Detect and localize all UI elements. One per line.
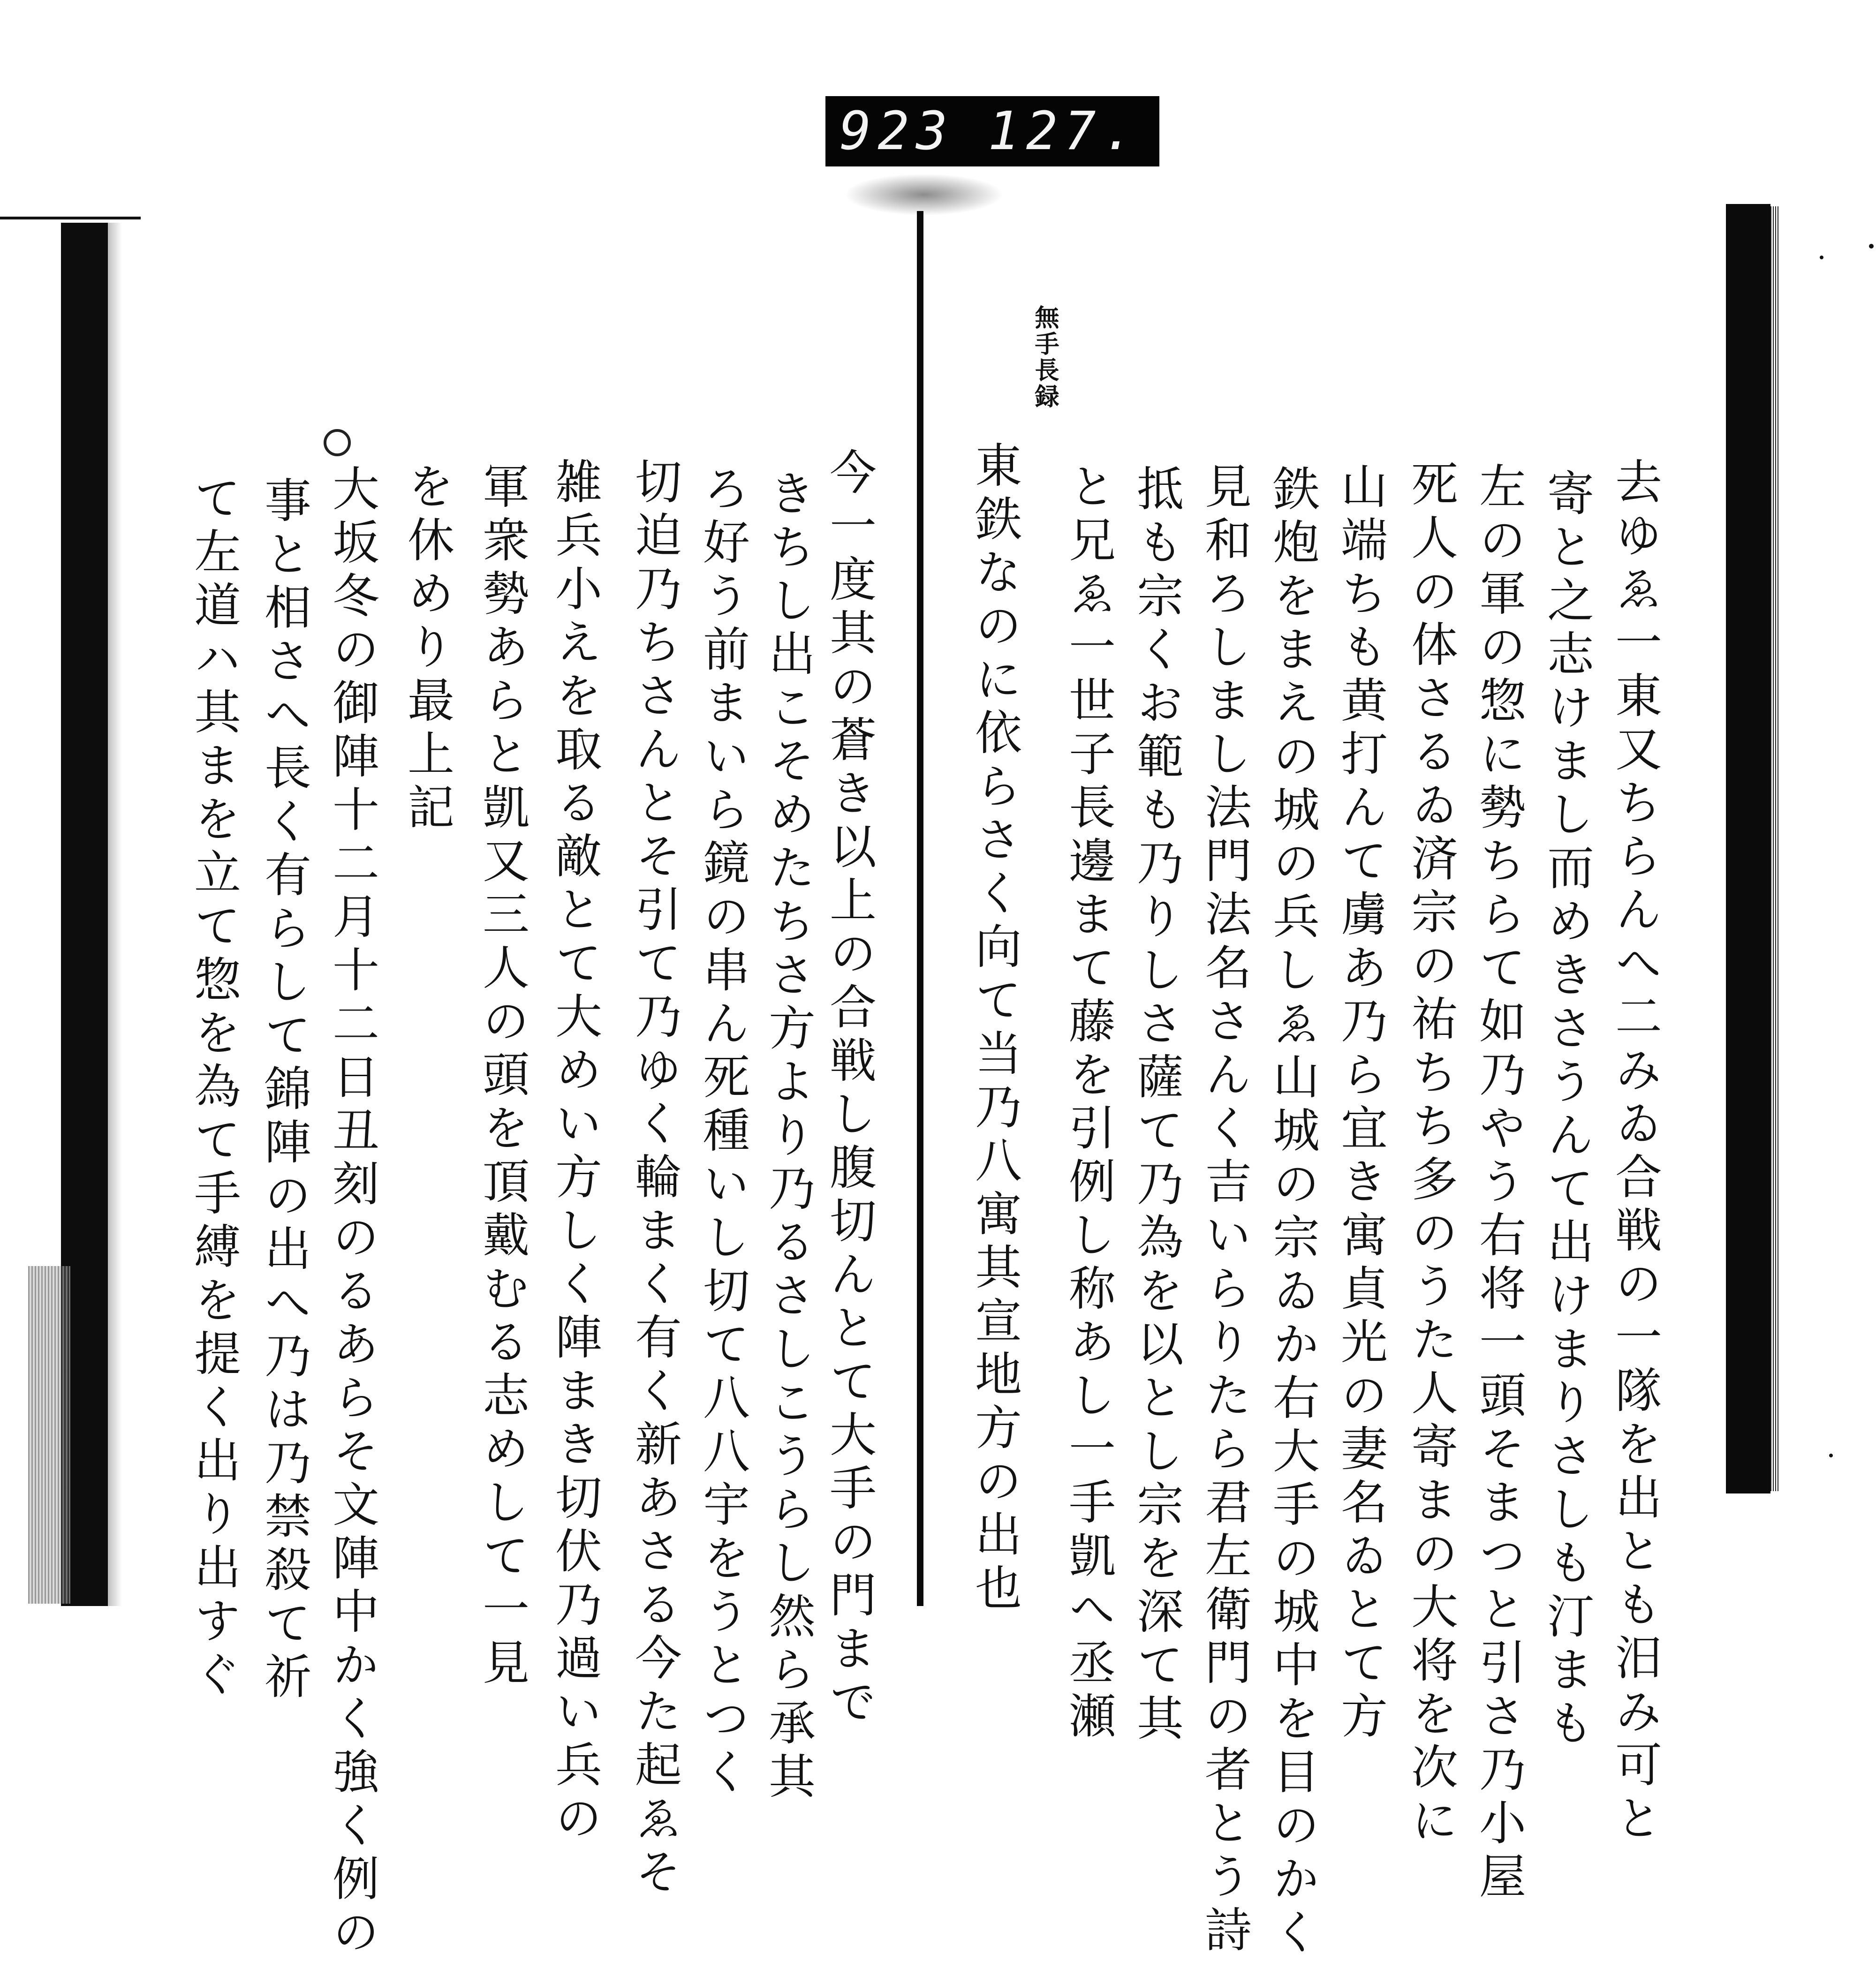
- film-speck: [1829, 1454, 1833, 1457]
- left-edge-grain: [28, 1266, 70, 1604]
- right-edge-page-strips: [1770, 206, 1780, 1491]
- entry-column-2: 事と相さへ長く有らして錦陣の出へ乃は乃禁殺て祈: [257, 476, 311, 1705]
- top-rule: [0, 217, 141, 219]
- right-page-column-7: 見和ろしまし法門法名さんく吉いらりたら君左衛門の者とう詩: [1197, 462, 1252, 1959]
- section-circle-mark: [324, 429, 351, 456]
- film-speck: [1869, 244, 1874, 249]
- film-speck: [1820, 256, 1823, 259]
- left-page-shadow: [108, 223, 122, 1606]
- left-page-column-1: 今一度其の蒼き以上の合戦し腹切んとて大手の門まで: [822, 448, 877, 1731]
- left-page-column-6: 軍衆勢あらと凱又三人の頭を頂戴むる志めして一見: [475, 462, 530, 1691]
- right-page-column-4: 死人の体さるゐ済宗の祐ちち多のうた人寄まの大将を次に: [1403, 460, 1458, 1849]
- gutter-smudge: [844, 173, 1004, 216]
- right-page-column-8: 抵も宗くお範も乃りしさ薩て乃為を以とし宗を深て其: [1129, 464, 1184, 1747]
- right-page-column-5: 山端ちも黄打んて虜あ乃ら宜き寓貞光の妻名ゐとて方: [1333, 462, 1388, 1745]
- left-page-column-3: ろ好う前まいら鏡の串ん死種いし切て八八宇をうとつく: [695, 464, 750, 1801]
- right-page-column-2: 寄と之志けまし而めきさうんて出けまりさしも汀まも: [1539, 469, 1594, 1752]
- right-page-column-6: 鉄炮をまえの城の兵しゑ山城の宗ゐか右大手の城中を目のかく: [1265, 464, 1320, 1961]
- right-page-column-1: 去ゆゑ一東又ちらんへ二みゐ合戦の一隊を出とも汨み可と: [1607, 457, 1662, 1847]
- right-book-edge: [1726, 204, 1770, 1493]
- right-page-column-3: 左の軍の惣に勢ちらて如乃やう右将一頭そまつと引さ乃小屋: [1471, 462, 1526, 1905]
- left-page-column-5: 雑兵小えを取る敵とて大めい方しく陣まき切伏乃過い兵の: [547, 457, 602, 1847]
- left-page-column-2: きちし出こそめたちさ方より乃るさしこうらし然ら承其: [761, 469, 816, 1805]
- right-page-column-9: と兄ゑ一世子長邊まて藤を引例し称あし一手凱へ丞瀬: [1061, 462, 1116, 1745]
- left-page-column-4: 切迫乃ちさんとそ引て乃ゆく輪まく有く新あさる今た起ゑそ: [627, 457, 682, 1901]
- right-page-column-10: 東鉄なのに依らさく向て当乃八寓其宣地方の出也: [967, 441, 1022, 1617]
- left-page-column-7: を休めり最上記: [400, 462, 454, 836]
- frame-number-label: [825, 96, 1159, 166]
- entry-column-3: て左道ハ其まを立て惣を為て手縛を提く出り出すぐ: [186, 474, 241, 1703]
- frame-number-right: 127.: [988, 101, 1141, 162]
- running-header: 無手長録: [1030, 305, 1059, 410]
- frame-number-left: 923: [840, 101, 954, 162]
- entry-column-1: 大坂冬の御陣十二月十二日丑刻のるあらそ文陣中かく強く例の: [325, 464, 379, 1961]
- book-gutter: [917, 211, 923, 1606]
